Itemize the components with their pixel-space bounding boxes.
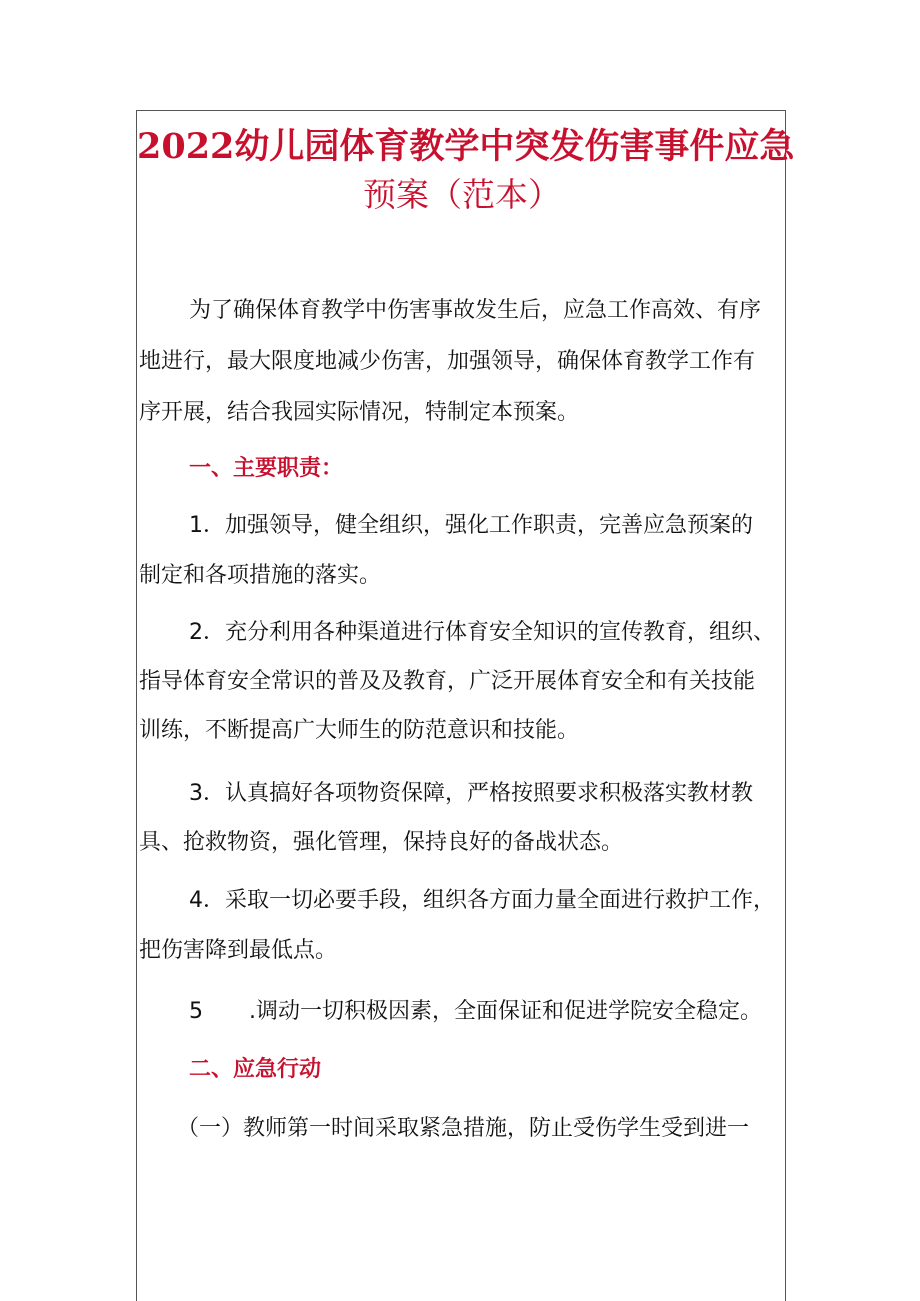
item4-line-2: 把伤害降到最低点。 bbox=[139, 938, 338, 963]
document-title-line2: 预案（范本） bbox=[363, 175, 561, 214]
item1-line-1: 1．加强领导，健全组织，强化工作职责，完善应急预案的 bbox=[189, 513, 753, 538]
item2-line-1: 2．充分利用各种渠道进行体育安全知识的宣传教育，组织、 bbox=[189, 620, 775, 645]
item5-line bbox=[189, 997, 785, 1027]
item5-number: 5 bbox=[189, 999, 203, 1024]
section1-heading: 一、主要职责： bbox=[189, 456, 344, 481]
item3-line-1: 3．认真搞好各项物资保障，严格按照要求积极落实教材教 bbox=[189, 781, 753, 806]
item4-line-1: 4．采取一切必要手段，组织各方面力量全面进行救护工作， bbox=[189, 888, 775, 913]
item1-line-2: 制定和各项措施的落实。 bbox=[139, 563, 382, 588]
intro-line-1: 为了确保体育教学中伤害事故发生后，应急工作高效、有序 bbox=[189, 298, 762, 323]
document-page bbox=[136, 110, 795, 1301]
document-title-line1: 2022幼儿园体育教学中突发伤害事件应急 bbox=[137, 126, 795, 167]
item3-line-2: 具、抢救物资，强化管理，保持良好的备战状态。 bbox=[139, 830, 624, 855]
item5-text: .调动一切积极因素，全面保证和促进学院安全稳定。 bbox=[249, 999, 762, 1024]
item2-line-3: 训练，不断提高广大师生的防范意识和技能。 bbox=[139, 718, 580, 743]
intro-line-3: 序开展，结合我园实际情况，特制定本预案。 bbox=[139, 400, 580, 425]
item2-line-2: 指导体育安全常识的普及及教育，广泛开展体育安全和有关技能 bbox=[139, 669, 756, 694]
section2-heading: 二、应急行动 bbox=[189, 1057, 322, 1082]
section2-line-1: （一）教师第一时间采取紧急措施，防止受伤学生受到进一 bbox=[177, 1116, 750, 1141]
intro-line-2: 地进行，最大限度地减少伤害，加强领导，确保体育教学工作有 bbox=[139, 349, 756, 374]
